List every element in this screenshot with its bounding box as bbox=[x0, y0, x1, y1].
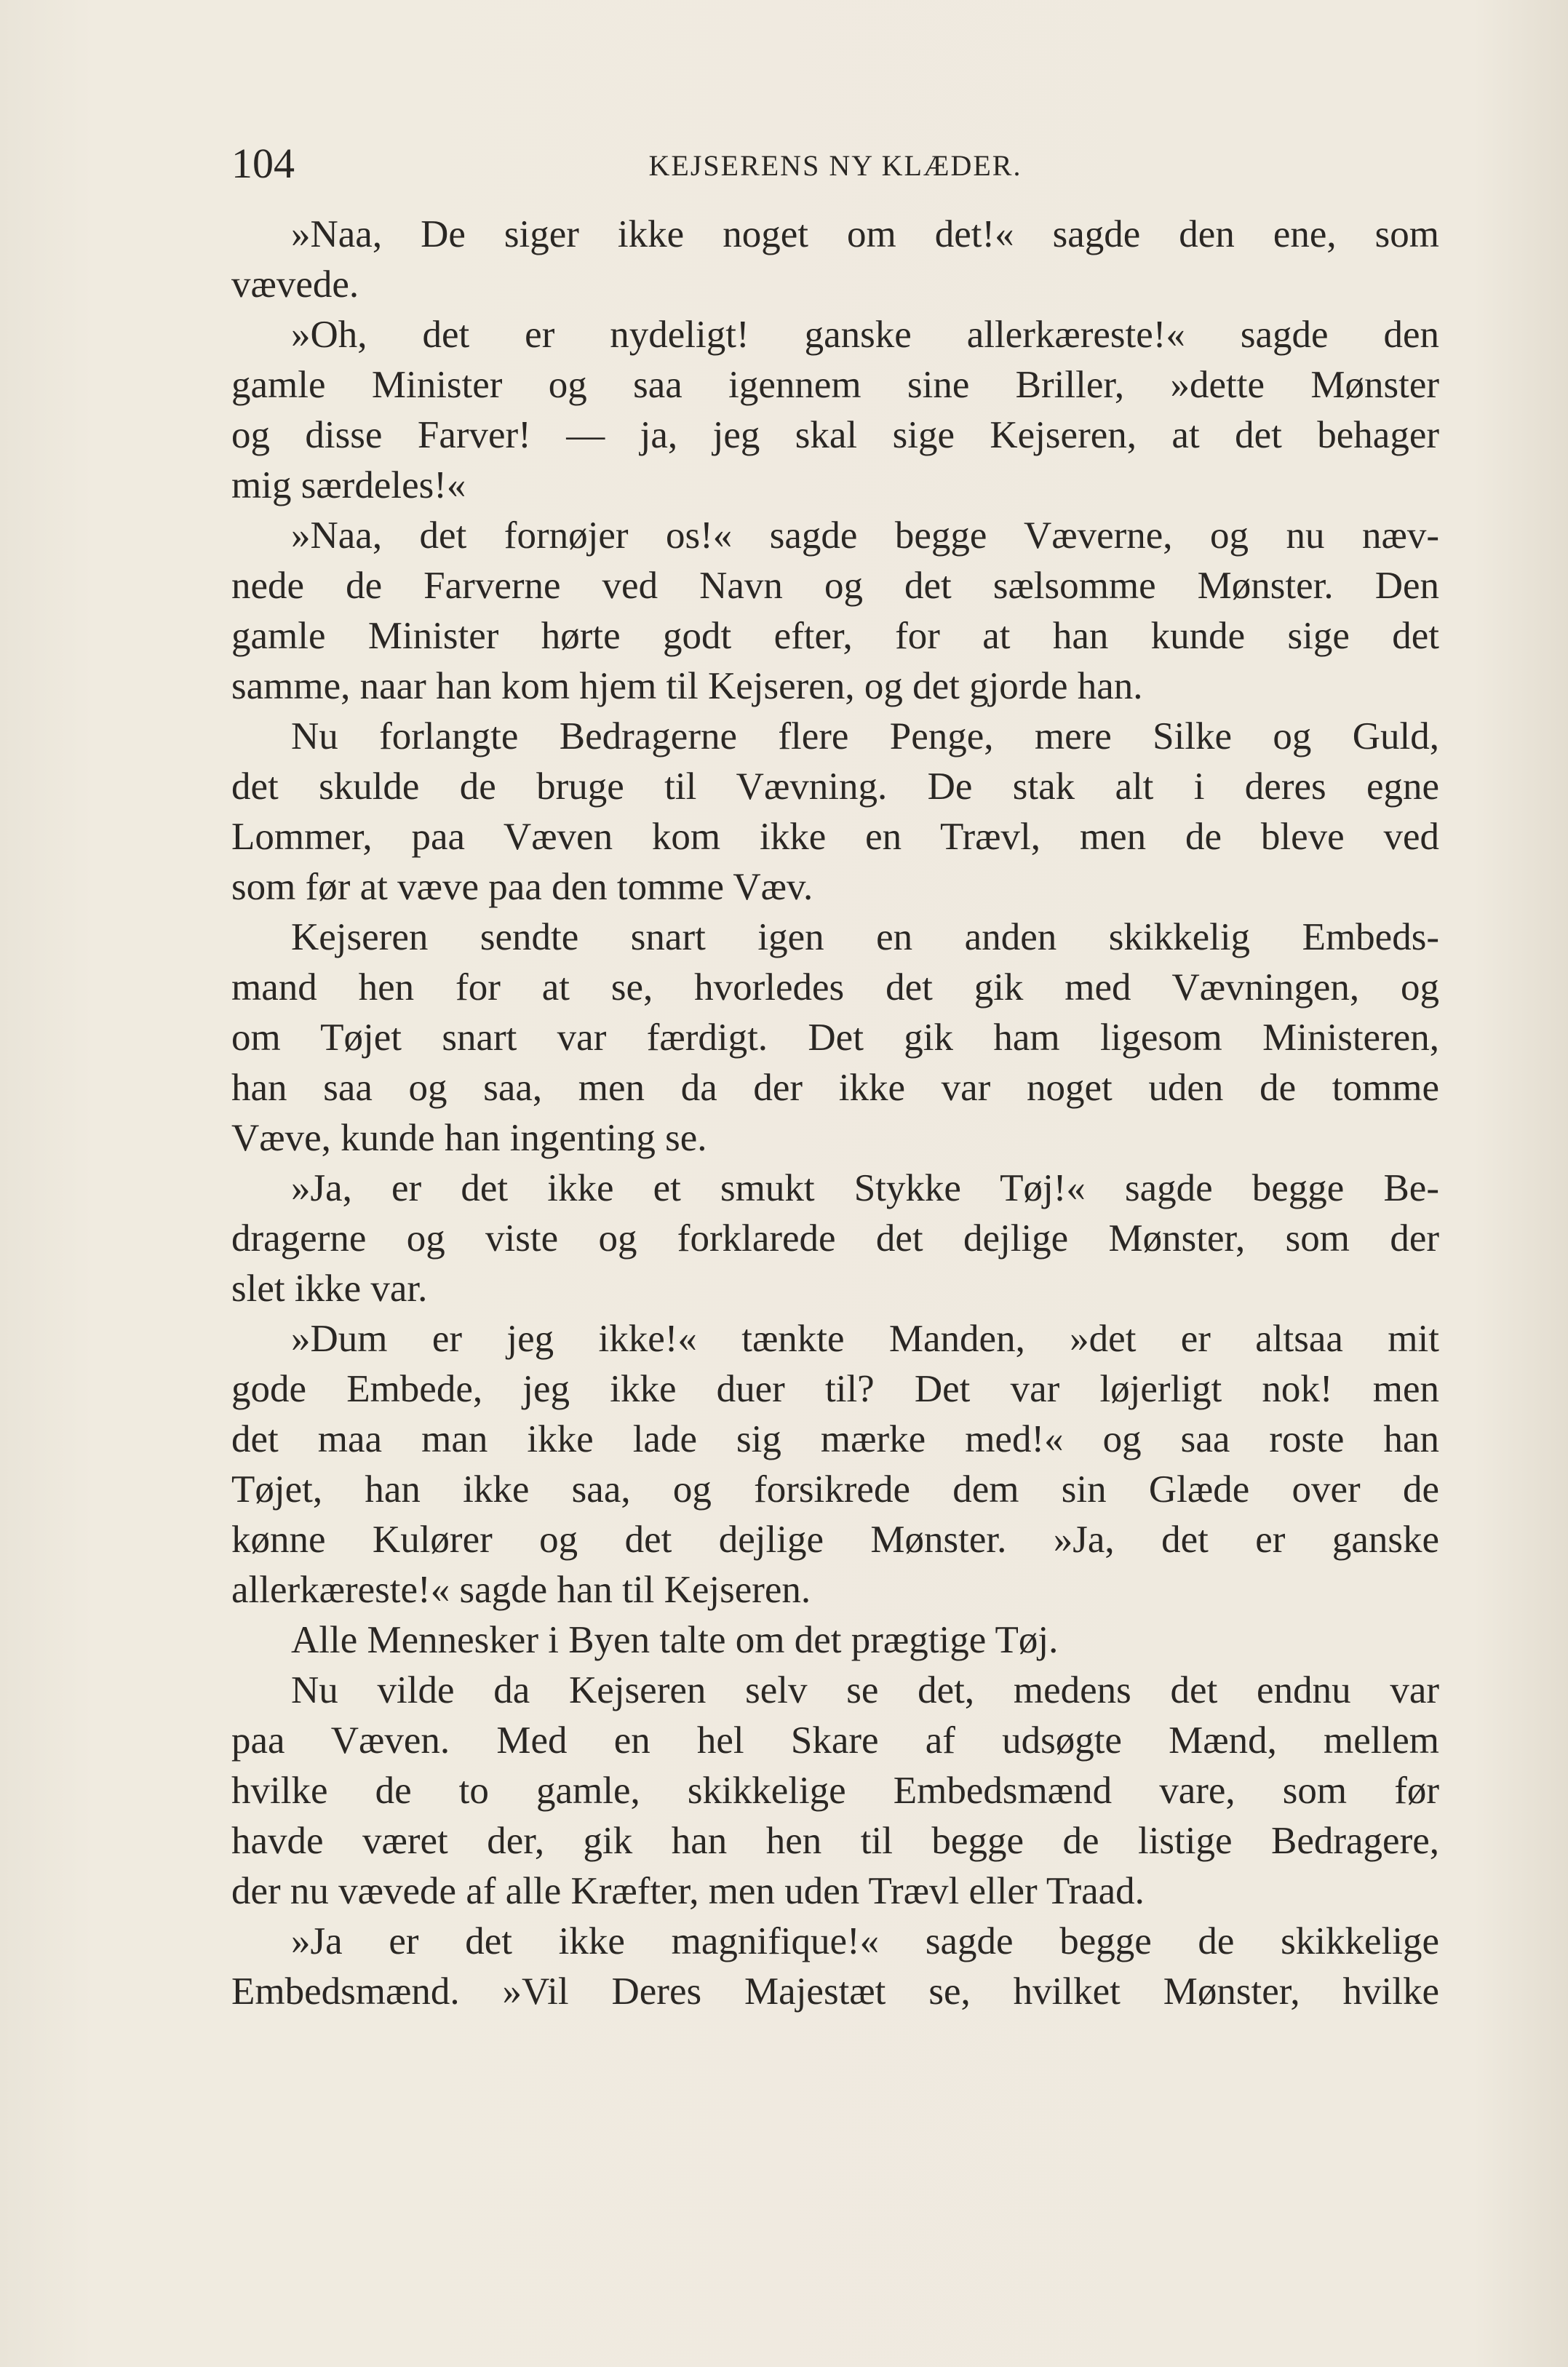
text-line: det maa man ikke lade sig mærke med!« og saa roste han bbox=[231, 1418, 1439, 1460]
paragraph bbox=[231, 1917, 1439, 2017]
text-line: dragerne og viste og forklarede det dejlige Mønster, som der bbox=[231, 1217, 1439, 1260]
paragraph bbox=[231, 310, 1439, 511]
paragraph bbox=[231, 712, 1439, 912]
page-header bbox=[231, 138, 1439, 189]
text-line: »Dum er jeg ikke!« tænkte Manden, »det er altsaa mit bbox=[291, 1318, 1439, 1360]
text-line: gamle Minister hørte godt efter, for at han kunde sige det bbox=[231, 615, 1439, 657]
text-line: Tøjet, han ikke saa, og forsikrede dem sin Glæde over de bbox=[231, 1468, 1439, 1511]
paragraph bbox=[231, 1666, 1439, 1917]
text-line: Alle Mennesker i Byen talte om det prægtige Tøj. bbox=[291, 1619, 1059, 1661]
paragraph bbox=[231, 1615, 1439, 1666]
text-line: mig særdeles!« bbox=[231, 464, 466, 506]
text-line: det skulde de bruge til Vævning. De stak alt i deres egne bbox=[231, 765, 1439, 808]
text-line: nede de Farverne ved Navn og det sælsomme Mønster. Den bbox=[231, 565, 1439, 607]
text-line: »Ja er det ikke magnifique!« sagde begge de skikkelige bbox=[291, 1920, 1439, 1962]
paragraph bbox=[231, 912, 1439, 1163]
text-line: Lommer, paa Væven kom ikke en Trævl, men de bleve ved bbox=[231, 816, 1439, 858]
text-line: Nu forlangte Bedragerne flere Penge, mere Silke og Guld, bbox=[291, 715, 1439, 757]
text-line: gamle Minister og saa igennem sine Briller, »dette Mønster bbox=[231, 364, 1439, 406]
text-line: om Tøjet snart var færdigt. Det gik ham ligesom Ministeren, bbox=[231, 1017, 1439, 1059]
text-line: »Ja, er det ikke et smukt Stykke Tøj!« sagde begge Be- bbox=[291, 1167, 1439, 1209]
text-line: som før at væve paa den tomme Væv. bbox=[231, 866, 813, 908]
text-line: og disse Farver! — ja, jeg skal sige Kejseren, at det behager bbox=[231, 414, 1439, 456]
text-line: Embedsmænd. »Vil Deres Majestæt se, hvilket Mønster, hvilke bbox=[231, 1970, 1439, 2013]
text-line: Væve, kunde han ingenting se. bbox=[231, 1117, 707, 1159]
text-line: han saa og saa, men da der ikke var noget uden de tomme bbox=[231, 1067, 1439, 1109]
text-line: »Oh, det er nydeligt! ganske allerkæreste!« sagde den bbox=[291, 314, 1439, 356]
running-title: KEJSERENS NY KLÆDER. bbox=[648, 149, 1022, 182]
text-line: kønne Kulører og det dejlige Mønster. »Ja, det er ganske bbox=[231, 1519, 1439, 1561]
text-line: Kejseren sendte snart igen en anden skikkelig Embeds- bbox=[291, 916, 1439, 958]
text-line: mand hen for at se, hvorledes det gik med Vævningen, og bbox=[231, 966, 1439, 1009]
text-line: allerkæreste!« sagde han til Kejseren. bbox=[231, 1569, 811, 1611]
text-line: havde været der, gik han hen til begge de listige Bedragere, bbox=[231, 1820, 1439, 1862]
text-line: slet ikke var. bbox=[231, 1268, 428, 1310]
paragraph bbox=[231, 511, 1439, 712]
page-number: 104 bbox=[231, 140, 295, 187]
text-line: Nu vilde da Kejseren selv se det, medens det endnu var bbox=[291, 1669, 1439, 1711]
text-line: samme, naar han kom hjem til Kejseren, og det gjorde han. bbox=[231, 665, 1143, 707]
text-line: »Naa, De siger ikke noget om det!« sagde den ene, som bbox=[291, 213, 1439, 255]
text-line: »Naa, det fornøjer os!« sagde begge Væverne, og nu næv- bbox=[291, 514, 1439, 557]
text-line: vævede. bbox=[231, 263, 359, 306]
text-line: der nu vævede af alle Kræfter, men uden Trævl eller Traad. bbox=[231, 1870, 1145, 1912]
text-line: gode Embede, jeg ikke duer til? Det var løjerligt nok! men bbox=[231, 1368, 1439, 1410]
paragraph bbox=[231, 1314, 1439, 1615]
paragraph bbox=[231, 210, 1439, 310]
paragraph bbox=[231, 1163, 1439, 1314]
text-line: hvilke de to gamle, skikkelige Embedsmænd vare, som før bbox=[231, 1770, 1439, 1812]
text-line: paa Væven. Med en hel Skare af udsøgte Mænd, mellem bbox=[231, 1719, 1439, 1762]
body-text bbox=[231, 210, 1439, 2017]
